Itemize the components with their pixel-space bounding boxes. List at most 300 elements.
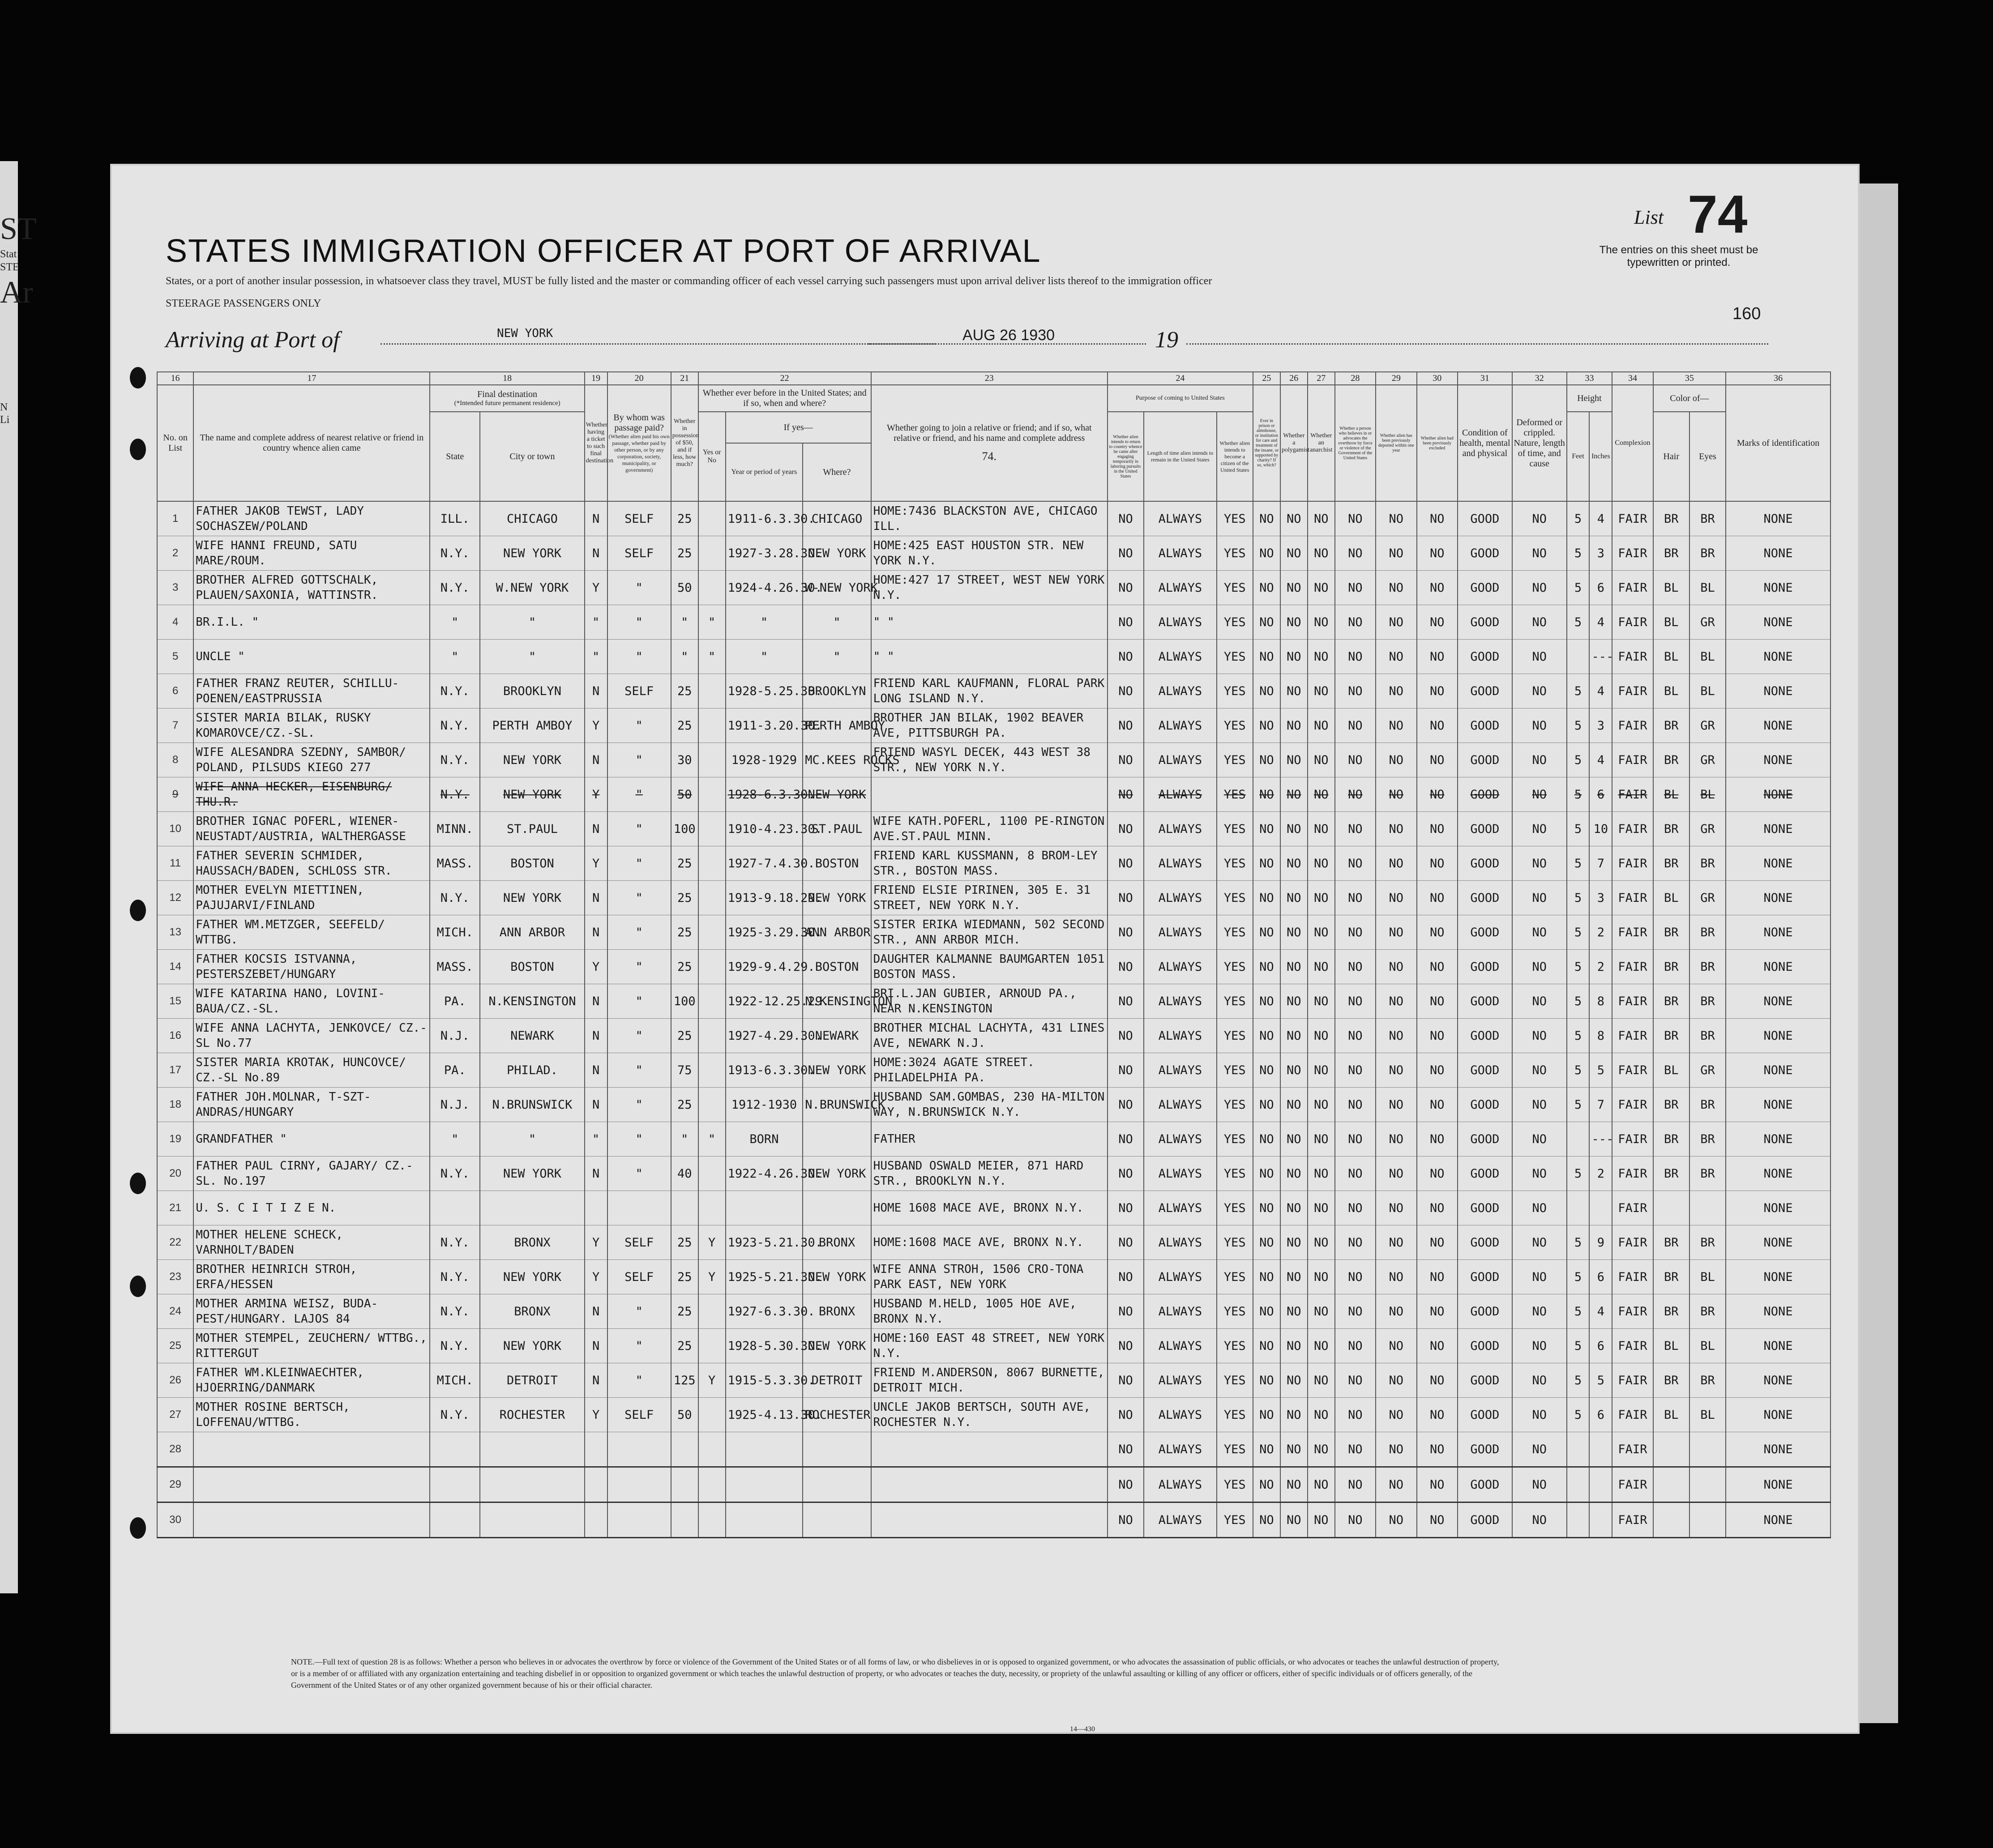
next-page-edge xyxy=(1858,184,1898,1723)
header-deported-text: Whether alien has been previously deported within one year xyxy=(1378,433,1414,453)
height-feet-cell: 5 xyxy=(1567,1260,1590,1294)
before-us-year-cell: 1928-6.3.30. xyxy=(726,777,803,812)
joining-cell: BROTHER JAN BILAK, 1902 BEAVER AVE, PITTSBURGH PA. xyxy=(871,708,1108,743)
before-us-yes-no-cell: Y xyxy=(698,1225,726,1260)
length-stay-cell: ALWAYS xyxy=(1144,915,1217,950)
marks-cell: NONE xyxy=(1726,984,1830,1019)
state-cell: " xyxy=(430,1122,480,1157)
anarchist-cell: NO xyxy=(1308,1502,1335,1538)
hair-cell: BR xyxy=(1653,1122,1689,1157)
overthrow-cell: NO xyxy=(1335,1053,1376,1088)
nearest-relative-cell: FATHER JOH.MOLNAR, T-SZT-ANDRAS/HUNGARY xyxy=(193,1088,430,1122)
money-cell: 25 xyxy=(671,881,698,915)
row-number: 18 xyxy=(157,1088,193,1122)
before-us-year-cell: 1912-1930 xyxy=(726,1088,803,1122)
nearest-relative-cell: BROTHER IGNAC POFERL, WIENER-NEUSTADT/AUSTRIA, WALTHERGASSE xyxy=(193,812,430,846)
state-cell: PA. xyxy=(430,984,480,1019)
joining-cell: WIFE KATH.POFERL, 1100 PE-RINGTON AVE.ST.PAUL MINN. xyxy=(871,812,1108,846)
deported-cell: NO xyxy=(1376,1363,1416,1398)
anarchist-cell: NO xyxy=(1308,1294,1335,1329)
prison-cell: NO xyxy=(1253,881,1280,915)
eyes-cell: GR xyxy=(1689,708,1726,743)
row-number: 8 xyxy=(157,743,193,777)
marks-cell: NONE xyxy=(1726,501,1830,536)
deported-cell: NO xyxy=(1376,812,1416,846)
before-us-yes-no-cell xyxy=(698,1432,726,1467)
excluded-cell: NO xyxy=(1417,915,1458,950)
col-number: 28 xyxy=(1335,372,1376,385)
health-cell: GOOD xyxy=(1458,536,1512,571)
hair-cell xyxy=(1653,1502,1689,1538)
row-number: 10 xyxy=(157,812,193,846)
excluded-cell: NO xyxy=(1417,1363,1458,1398)
length-stay-cell: ALWAYS xyxy=(1144,1260,1217,1294)
return-country-text: Whether alien intends to return to country whence he came after engaging temporarily in laboring pursuits in the United States xyxy=(1109,434,1142,479)
before-us-where-cell: NEW YORK xyxy=(803,1053,871,1088)
eyes-cell: BL xyxy=(1689,1329,1726,1363)
complexion-cell: FAIR xyxy=(1612,708,1653,743)
return-cell: NO xyxy=(1108,1467,1144,1502)
paid-by-cell xyxy=(607,1432,671,1467)
hair-cell: BR xyxy=(1653,812,1689,846)
table-row xyxy=(157,640,1830,674)
port-line xyxy=(381,343,936,345)
eyes-cell: BR xyxy=(1689,915,1726,950)
excluded-cell: NO xyxy=(1417,1225,1458,1260)
length-stay-cell: ALWAYS xyxy=(1144,777,1217,812)
nearest-relative-cell: WIFE KATARINA HANO, LOVINI-BAUA/CZ.-SL. xyxy=(193,984,430,1019)
marks-cell: NONE xyxy=(1726,605,1830,640)
marks-cell: NONE xyxy=(1726,1019,1830,1053)
height-inches-cell: 6 xyxy=(1589,571,1612,605)
health-cell: GOOD xyxy=(1458,640,1512,674)
anarchist-cell: NO xyxy=(1308,1191,1335,1225)
health-cell: GOOD xyxy=(1458,1467,1512,1502)
city-cell: BRONX xyxy=(480,1294,585,1329)
money-cell xyxy=(671,1502,698,1538)
city-cell xyxy=(480,1191,585,1225)
anarchist-cell: NO xyxy=(1308,984,1335,1019)
header-joining xyxy=(871,385,1108,501)
list-number: 74 xyxy=(1688,184,1748,244)
eyes-cell xyxy=(1689,1467,1726,1502)
return-cell: NO xyxy=(1108,950,1144,984)
deported-cell: NO xyxy=(1376,1191,1416,1225)
before-us-where-cell: BOSTON xyxy=(803,846,871,881)
deported-cell: NO xyxy=(1376,1432,1416,1467)
before-us-where-cell: ROCHESTER xyxy=(803,1398,871,1432)
marks-cell: NONE xyxy=(1726,846,1830,881)
header-where: Where? xyxy=(803,443,871,501)
citizen-cell: YES xyxy=(1217,605,1253,640)
deported-cell: NO xyxy=(1376,1157,1416,1191)
before-us-year-cell: 1928-5.25.30. xyxy=(726,674,803,708)
paid-by-cell: " xyxy=(607,1363,671,1398)
col-number: 27 xyxy=(1308,372,1335,385)
column-numbers-row xyxy=(157,372,1830,385)
deformed-cell: NO xyxy=(1512,1088,1567,1122)
table-row xyxy=(157,1053,1830,1088)
deformed-cell: NO xyxy=(1512,915,1567,950)
excluded-cell: NO xyxy=(1417,1398,1458,1432)
joining-cell: HOME:7436 BLACKSTON AVE, CHICAGO ILL. xyxy=(871,501,1108,536)
height-inches-cell: 8 xyxy=(1589,984,1612,1019)
before-us-where-cell: NEW YORK xyxy=(803,1329,871,1363)
paid-by-cell: " xyxy=(607,605,671,640)
city-cell: PHILAD. xyxy=(480,1053,585,1088)
hair-cell: BR xyxy=(1653,1157,1689,1191)
eyes-cell: BR xyxy=(1689,846,1726,881)
overthrow-cell: NO xyxy=(1335,1157,1376,1191)
prison-cell: NO xyxy=(1253,984,1280,1019)
height-feet-cell: 5 xyxy=(1567,1019,1590,1053)
header-no-on-list: No. on List xyxy=(157,385,193,501)
health-cell: GOOD xyxy=(1458,674,1512,708)
overthrow-cell: NO xyxy=(1335,1260,1376,1294)
hair-cell: BR xyxy=(1653,501,1689,536)
joining-cell xyxy=(871,1502,1108,1538)
height-feet-cell: 5 xyxy=(1567,984,1590,1019)
eyes-cell: BR xyxy=(1689,950,1726,984)
header-prison xyxy=(1253,385,1280,501)
deported-cell: NO xyxy=(1376,1088,1416,1122)
paid-by-cell: SELF xyxy=(607,1398,671,1432)
deported-cell: NO xyxy=(1376,1398,1416,1432)
height-feet-cell: 5 xyxy=(1567,743,1590,777)
excluded-cell: NO xyxy=(1417,1019,1458,1053)
ticket-cell: N xyxy=(585,1294,607,1329)
row-number: 3 xyxy=(157,571,193,605)
row-number: 19 xyxy=(157,1122,193,1157)
before-us-yes-no-cell xyxy=(698,1398,726,1432)
height-inches-cell: 4 xyxy=(1589,674,1612,708)
excluded-cell: NO xyxy=(1417,640,1458,674)
before-us-yes-no-cell xyxy=(698,1157,726,1191)
length-stay-cell: ALWAYS xyxy=(1144,950,1217,984)
height-inches-cell: --- xyxy=(1589,1122,1612,1157)
overthrow-cell: NO xyxy=(1335,1294,1376,1329)
city-cell: " xyxy=(480,605,585,640)
hair-cell: BR xyxy=(1653,743,1689,777)
row-number: 2 xyxy=(157,536,193,571)
return-cell: NO xyxy=(1108,640,1144,674)
complexion-cell: FAIR xyxy=(1612,1191,1653,1225)
length-stay-cell: ALWAYS xyxy=(1144,812,1217,846)
polygamist-cell: NO xyxy=(1280,846,1308,881)
fragment-text: N xyxy=(0,401,8,413)
fragment-text: Li xyxy=(0,414,10,426)
citizen-cell: YES xyxy=(1217,1225,1253,1260)
ticket-cell: Y xyxy=(585,571,607,605)
binder-hole xyxy=(130,439,146,460)
complexion-cell: FAIR xyxy=(1612,1294,1653,1329)
health-cell: GOOD xyxy=(1458,605,1512,640)
table-row xyxy=(157,1019,1830,1053)
height-feet-cell: 5 xyxy=(1567,536,1590,571)
height-inches-cell: 5 xyxy=(1589,1053,1612,1088)
deformed-cell: NO xyxy=(1512,1398,1567,1432)
citizen-cell: YES xyxy=(1217,1294,1253,1329)
complexion-cell: FAIR xyxy=(1612,1122,1653,1157)
table-row xyxy=(157,1260,1830,1294)
col-number: 33 xyxy=(1567,372,1612,385)
complexion-cell: FAIR xyxy=(1612,915,1653,950)
money-cell xyxy=(671,1191,698,1225)
citizen-cell: YES xyxy=(1217,1088,1253,1122)
joining-cell: HOME:160 EAST 48 STREET, NEW YORK N.Y. xyxy=(871,1329,1108,1363)
polygamist-cell: NO xyxy=(1280,1467,1308,1502)
city-cell: NEW YORK xyxy=(480,777,585,812)
height-inches-cell: 2 xyxy=(1589,1157,1612,1191)
marks-cell: NONE xyxy=(1726,1157,1830,1191)
prison-cell: NO xyxy=(1253,1294,1280,1329)
row-number: 4 xyxy=(157,605,193,640)
prison-cell: NO xyxy=(1253,1502,1280,1538)
citizen-cell: YES xyxy=(1217,1053,1253,1088)
row-number: 6 xyxy=(157,674,193,708)
complexion-cell: FAIR xyxy=(1612,846,1653,881)
city-cell: NEW YORK xyxy=(480,743,585,777)
header-citizen xyxy=(1217,412,1253,501)
height-inches-cell: 7 xyxy=(1589,1088,1612,1122)
money-cell: 50 xyxy=(671,1398,698,1432)
before-us-year-cell: 1922-12.25.29. xyxy=(726,984,803,1019)
prison-cell: NO xyxy=(1253,1398,1280,1432)
money-cell: 25 xyxy=(671,1019,698,1053)
state-cell xyxy=(430,1432,480,1467)
before-us-where-cell xyxy=(803,1502,871,1538)
excluded-cell: NO xyxy=(1417,1053,1458,1088)
money-cell: 25 xyxy=(671,846,698,881)
city-cell: NEW YORK xyxy=(480,1260,585,1294)
height-feet-cell: 5 xyxy=(1567,1398,1590,1432)
nearest-relative-cell xyxy=(193,1502,430,1538)
polygamist-cell: NO xyxy=(1280,1191,1308,1225)
excluded-cell: NO xyxy=(1417,984,1458,1019)
prison-cell: NO xyxy=(1253,571,1280,605)
before-us-year-cell: 1928-5.30.30. xyxy=(726,1329,803,1363)
overthrow-cell: NO xyxy=(1335,1467,1376,1502)
deformed-cell: NO xyxy=(1512,501,1567,536)
port-of-arrival: NEW YORK xyxy=(497,327,553,340)
nearest-relative-cell: FATHER FRANZ REUTER, SCHILLU-POENEN/EASTPRUSSIA xyxy=(193,674,430,708)
polygamist-cell: NO xyxy=(1280,674,1308,708)
hair-cell: BR xyxy=(1653,984,1689,1019)
anarchist-cell: NO xyxy=(1308,640,1335,674)
height-feet-cell: 5 xyxy=(1567,1225,1590,1260)
length-stay-cell: ALWAYS xyxy=(1144,1088,1217,1122)
complexion-cell: FAIR xyxy=(1612,605,1653,640)
nearest-relative-cell: MOTHER STEMPEL, ZEUCHERN/ WTTBG., RITTERGUT xyxy=(193,1329,430,1363)
polygamist-cell: NO xyxy=(1280,881,1308,915)
ticket-cell: N xyxy=(585,1363,607,1398)
ticket-cell: N xyxy=(585,984,607,1019)
overthrow-cell: NO xyxy=(1335,1502,1376,1538)
joining-cell: UNCLE JAKOB BERTSCH, SOUTH AVE, ROCHESTER N.Y. xyxy=(871,1398,1108,1432)
polygamist-cell: NO xyxy=(1280,1398,1308,1432)
joining-cell: FRIEND WASYL DECEK, 443 WEST 38 STR., NEW YORK N.Y. xyxy=(871,743,1108,777)
col-number: 24 xyxy=(1108,372,1253,385)
state-cell: N.Y. xyxy=(430,1329,480,1363)
row-number: 14 xyxy=(157,950,193,984)
deported-cell: NO xyxy=(1376,1260,1416,1294)
table-row xyxy=(157,812,1830,846)
citizen-cell: YES xyxy=(1217,846,1253,881)
prison-cell: NO xyxy=(1253,501,1280,536)
height-feet-cell: 5 xyxy=(1567,571,1590,605)
prison-cell: NO xyxy=(1253,605,1280,640)
overthrow-cell: NO xyxy=(1335,743,1376,777)
excluded-cell: NO xyxy=(1417,571,1458,605)
col-number: 17 xyxy=(193,372,430,385)
marks-cell: NONE xyxy=(1726,1191,1830,1225)
eyes-cell: BR xyxy=(1689,1122,1726,1157)
row-number: 21 xyxy=(157,1191,193,1225)
passenger-manifest-table xyxy=(157,371,1831,1538)
ticket-cell: Y xyxy=(585,1260,607,1294)
health-cell: GOOD xyxy=(1458,777,1512,812)
return-cell: NO xyxy=(1108,1019,1144,1053)
marks-cell: NONE xyxy=(1726,1329,1830,1363)
health-cell: GOOD xyxy=(1458,708,1512,743)
polygamist-cell: NO xyxy=(1280,777,1308,812)
marks-cell: NONE xyxy=(1726,915,1830,950)
marks-cell: NONE xyxy=(1726,1294,1830,1329)
city-cell: N.BRUNSWICK xyxy=(480,1088,585,1122)
hair-cell: BR xyxy=(1653,1294,1689,1329)
before-us-where-cell: N.KENSINGTON xyxy=(803,984,871,1019)
deformed-cell: NO xyxy=(1512,1467,1567,1502)
height-inches-cell: 9 xyxy=(1589,1225,1612,1260)
overthrow-cell: NO xyxy=(1335,846,1376,881)
before-us-yes-no-cell xyxy=(698,1467,726,1502)
prison-cell: NO xyxy=(1253,1467,1280,1502)
anarchist-cell: NO xyxy=(1308,846,1335,881)
overthrow-cell: NO xyxy=(1335,1191,1376,1225)
citizen-cell: YES xyxy=(1217,571,1253,605)
anarchist-cell: NO xyxy=(1308,571,1335,605)
citizen-cell: YES xyxy=(1217,1122,1253,1157)
before-us-yes-no-cell: " xyxy=(698,640,726,674)
binder-hole xyxy=(130,900,146,921)
paid-by-cell: " xyxy=(607,1122,671,1157)
return-cell: NO xyxy=(1108,1191,1144,1225)
complexion-cell: FAIR xyxy=(1612,1088,1653,1122)
return-cell: NO xyxy=(1108,777,1144,812)
joining-cell: FRIEND M.ANDERSON, 8067 BURNETTE, DETROIT MICH. xyxy=(871,1363,1108,1398)
health-cell: GOOD xyxy=(1458,984,1512,1019)
before-us-yes-no-cell xyxy=(698,1088,726,1122)
paid-by-cell: SELF xyxy=(607,536,671,571)
ticket-cell: N xyxy=(585,881,607,915)
marks-cell: NONE xyxy=(1726,1053,1830,1088)
anarchist-cell: NO xyxy=(1308,1260,1335,1294)
money-cell: 25 xyxy=(671,674,698,708)
length-stay-cell: ALWAYS xyxy=(1144,1191,1217,1225)
return-cell: NO xyxy=(1108,1157,1144,1191)
polygamist-cell: NO xyxy=(1280,1260,1308,1294)
paid-by-cell: " xyxy=(607,743,671,777)
health-cell: GOOD xyxy=(1458,571,1512,605)
col-number: 22 xyxy=(698,372,871,385)
length-stay-cell: ALWAYS xyxy=(1144,1363,1217,1398)
marks-cell: NONE xyxy=(1726,571,1830,605)
eyes-cell: BR xyxy=(1689,1088,1726,1122)
deported-cell: NO xyxy=(1376,1019,1416,1053)
header-purpose: Purpose of coming to United States xyxy=(1108,385,1253,412)
nearest-relative-cell: U. S. C I T I Z E N. xyxy=(193,1191,430,1225)
health-cell: GOOD xyxy=(1458,1122,1512,1157)
nearest-relative-cell xyxy=(193,1467,430,1502)
anarchist-cell: NO xyxy=(1308,812,1335,846)
height-feet-cell: 5 xyxy=(1567,1294,1590,1329)
money-cell: 30 xyxy=(671,743,698,777)
eyes-cell: BL xyxy=(1689,1398,1726,1432)
city-cell: PERTH AMBOY xyxy=(480,708,585,743)
ticket-cell: N xyxy=(585,1088,607,1122)
nearest-relative-cell: UNCLE " xyxy=(193,640,430,674)
height-feet-cell: 5 xyxy=(1567,708,1590,743)
length-stay-cell: ALWAYS xyxy=(1144,1502,1217,1538)
citizen-cell: YES xyxy=(1217,950,1253,984)
row-number: 12 xyxy=(157,881,193,915)
state-cell: N.Y. xyxy=(430,571,480,605)
city-cell: BOSTON xyxy=(480,950,585,984)
deformed-cell: NO xyxy=(1512,743,1567,777)
money-cell: 25 xyxy=(671,950,698,984)
state-cell: " xyxy=(430,605,480,640)
return-cell: NO xyxy=(1108,1398,1144,1432)
health-cell: GOOD xyxy=(1458,1088,1512,1122)
health-cell: GOOD xyxy=(1458,950,1512,984)
length-stay-cell: ALWAYS xyxy=(1144,536,1217,571)
city-cell: BROOKLYN xyxy=(480,674,585,708)
health-cell: GOOD xyxy=(1458,1191,1512,1225)
table-row xyxy=(157,915,1830,950)
nearest-relative-cell: WIFE ALESANDRA SZEDNY, SAMBOR/ POLAND, PILSUDS KIEGO 277 xyxy=(193,743,430,777)
hair-cell: BR xyxy=(1653,915,1689,950)
deported-cell: NO xyxy=(1376,1502,1416,1538)
before-us-where-cell xyxy=(803,1122,871,1157)
before-us-year-cell: 1925-4.13.30. xyxy=(726,1398,803,1432)
money-cell: 125 xyxy=(671,1363,698,1398)
complexion-cell: FAIR xyxy=(1612,777,1653,812)
eyes-cell: BR xyxy=(1689,1019,1726,1053)
col-number: 19 xyxy=(585,372,607,385)
hair-cell: BL xyxy=(1653,1398,1689,1432)
nearest-relative-cell: MOTHER ROSINE BERTSCH, LOFFENAU/WTTBG. xyxy=(193,1398,430,1432)
paid-by-cell: SELF xyxy=(607,501,671,536)
citizen-cell: YES xyxy=(1217,501,1253,536)
overthrow-cell: NO xyxy=(1335,1432,1376,1467)
before-us-year-cell: 1929-9.4.29. xyxy=(726,950,803,984)
paid-by-cell xyxy=(607,1467,671,1502)
before-us-yes-no-cell xyxy=(698,950,726,984)
deported-cell: NO xyxy=(1376,571,1416,605)
anarchist-cell: NO xyxy=(1308,605,1335,640)
length-stay-cell: ALWAYS xyxy=(1144,743,1217,777)
state-cell: MICH. xyxy=(430,1363,480,1398)
return-cell: NO xyxy=(1108,1225,1144,1260)
city-cell: DETROIT xyxy=(480,1363,585,1398)
before-us-year-cell: 1922-4.26.30. xyxy=(726,1157,803,1191)
height-feet-cell: 5 xyxy=(1567,812,1590,846)
hair-cell: BR xyxy=(1653,1225,1689,1260)
return-cell: NO xyxy=(1108,1294,1144,1329)
nearest-relative-cell: FATHER SEVERIN SCHMIDER, HAUSSACH/BADEN, SCHLOSS STR. xyxy=(193,846,430,881)
ticket-cell: " xyxy=(585,1122,607,1157)
eyes-cell: BR xyxy=(1689,501,1726,536)
